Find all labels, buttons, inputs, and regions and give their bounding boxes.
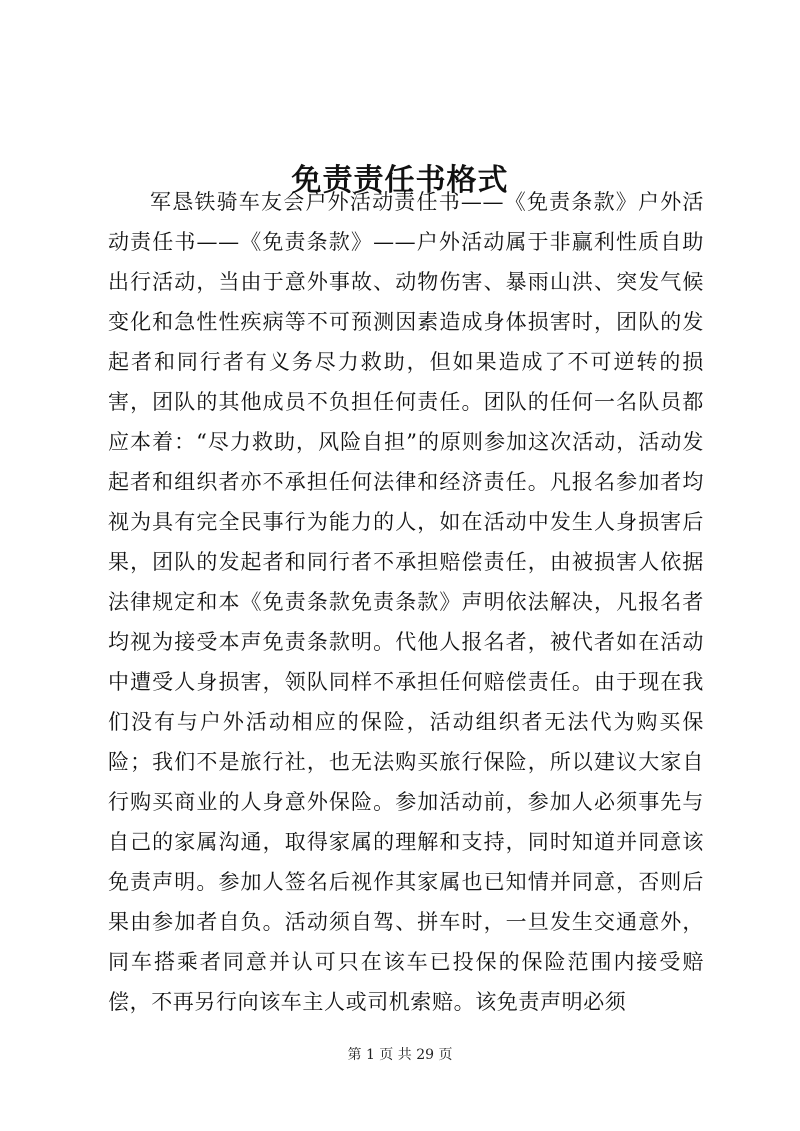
document-title: 免责责任书格式 — [291, 163, 509, 199]
page-number-footer: 第 1 页 共 29 页 — [347, 1047, 453, 1063]
document-body-paragraph: 军恳铁骑车友会户外活动责任书——《免责条款》户外活动责任书——《免责条款》——户外活动属于非赢利性质自助出行活动，当由于意外事故、动物伤害、暴雨山洪、突发气候变化和急性性疾病等不可预测因素造成身体损害时，团队的发起者和同行者有义务尽力救助，但如果造成了不可逆转的损害，团队的其他成员不负担任何责任。团队的任何一名队员都应本着：“尽力救助，风险自担”的原则参加这次活动，活动发起者和组织者亦不承担任何法律和经济责任。凡报名参加者均视为具有完全民事行为能力的人，如在活动中发生人身损害后果，团队的发起者和同行者不承担赔偿责任，由被损害人依据法律规定和本《免责条款免责条款》声明依法解决，凡报名者均视为接受本声免责条款明。代他人报名者，被代者如在活动中遭受人身损害，领队同样不承担任何赔偿责任。由于现在我们没有与户外活动相应的保险，活动组织者无法代为购买保险；我们不是旅行社，也无法购买旅行保险，所以建议大家自行购买商业的人身意外保险。参加活动前，参加人必须事先与自己的家属沟通，取得家属的理解和支持，同时知道并同意该免责声明。参加人签名后视作其家属也已知情并同意，否则后果由参加者自负。活动须自驾、拼车时，一旦发生交通意外，同车搭乘者同意并认可只在该车已投保的保险范围内接受赔偿，不再另行向该车主人或司机索赔。该免责声明必须 — [108, 190, 704, 1014]
